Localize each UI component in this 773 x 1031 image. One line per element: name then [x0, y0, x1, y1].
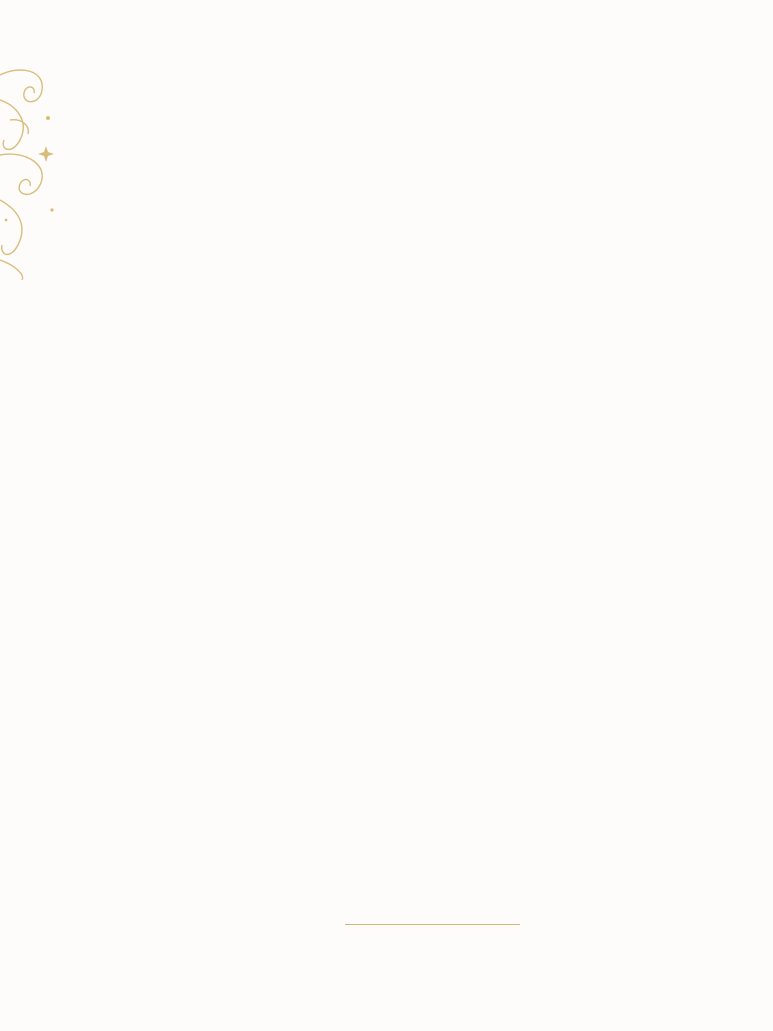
decorative-ornament: [0, 60, 60, 280]
page-footer: [345, 924, 520, 933]
running-head: [13, 275, 47, 415]
footer-rule: [345, 924, 520, 925]
table-of-contents: [143, 62, 721, 86]
